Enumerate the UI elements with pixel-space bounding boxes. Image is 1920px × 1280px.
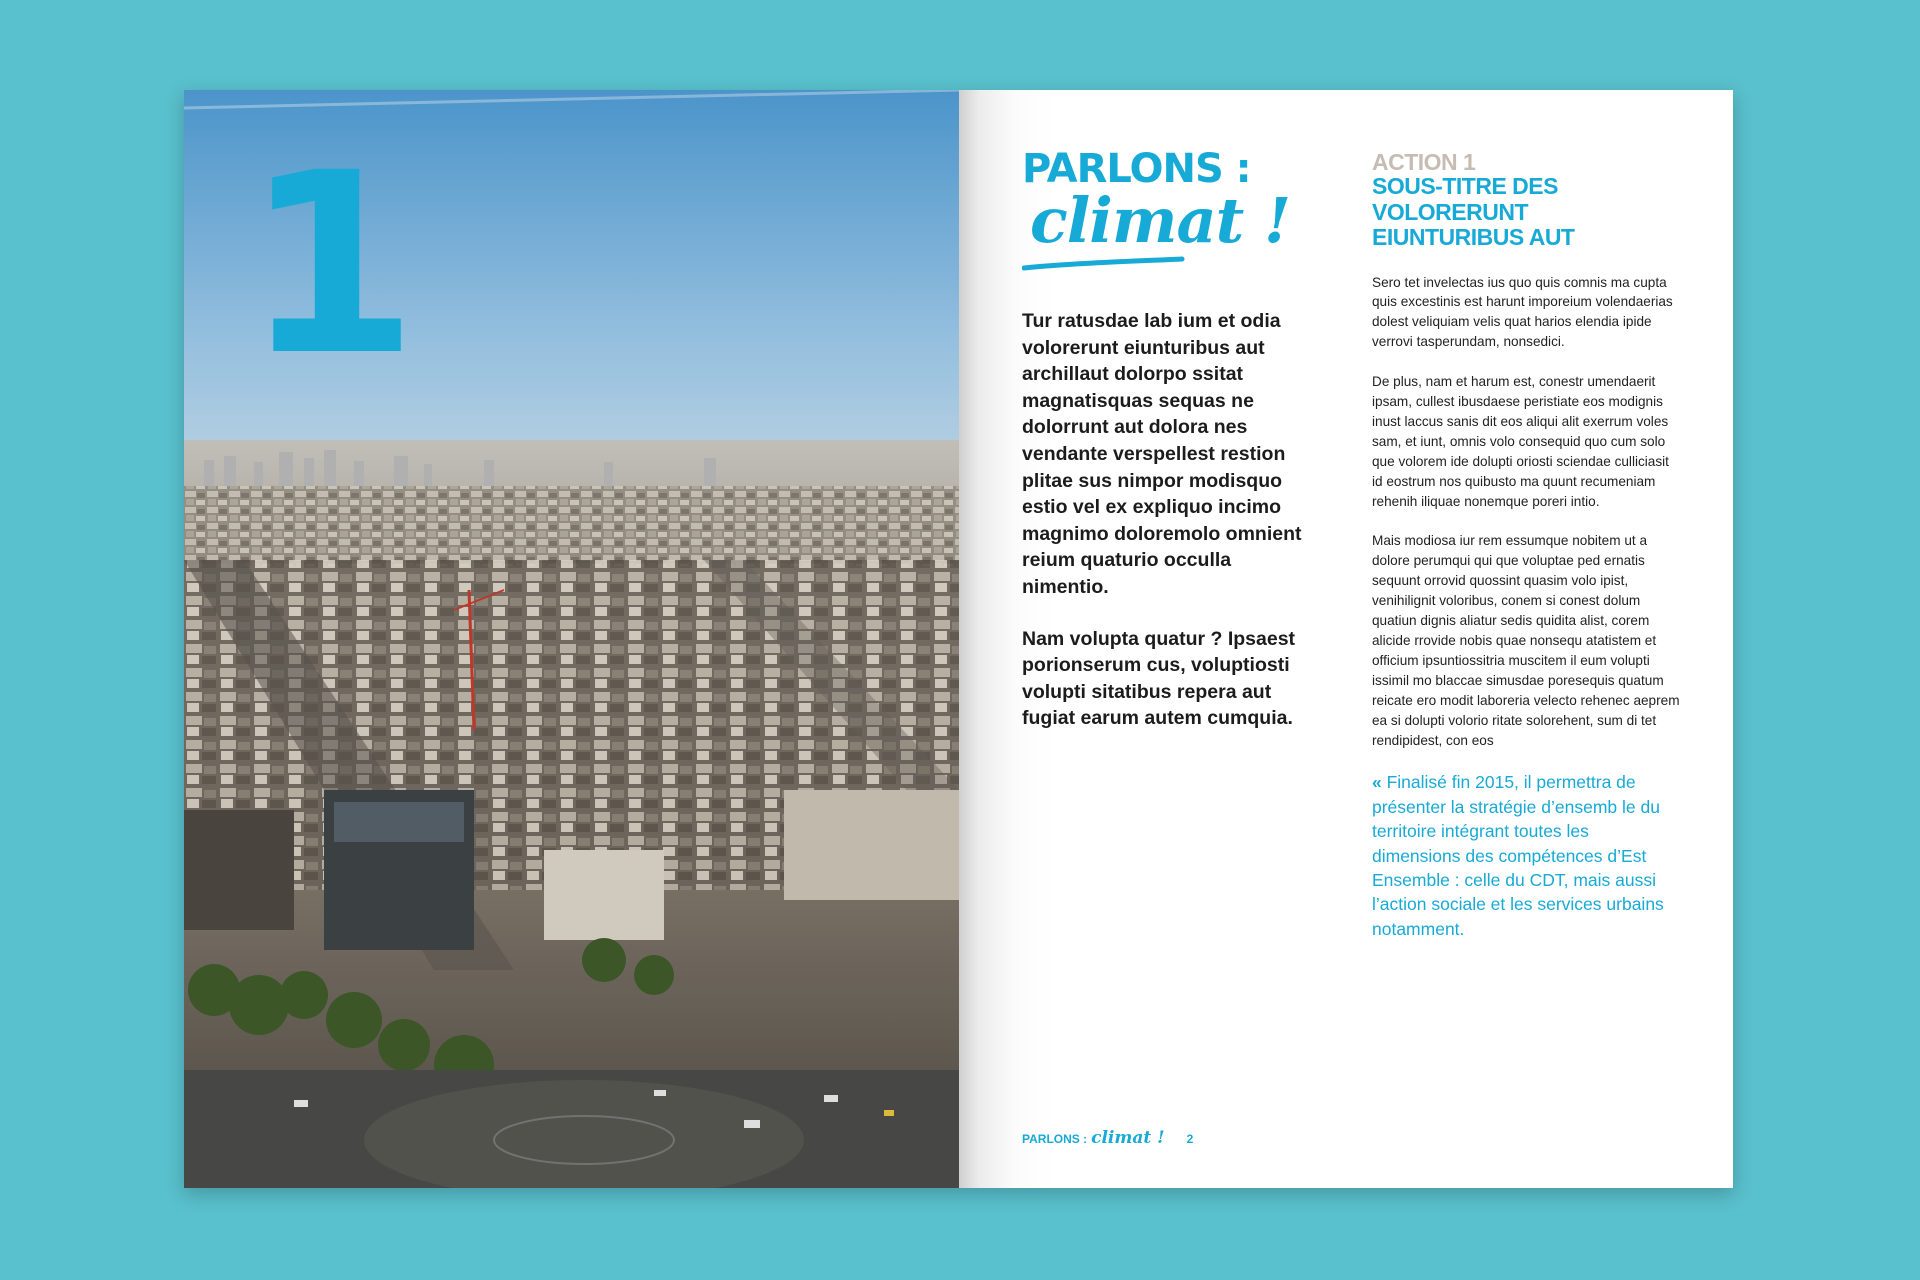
intro-paragraph: Nam volupta quatur ? Ipsaest porionserum cus, voluptiosti volupti sitatibus repera aut fugiat earum autem cumquia. bbox=[1022, 627, 1296, 730]
body-paragraph: De plus, nam et harum est, conestr umendaerit ipsam, cullest ibusdaese peristiate eos modignis inust laccus sanis dit eos aliqui alit exerrum voles sam, et iunt, omnis volo consequid quo cum solo que volorem ide dolupti oriosti sciendae culliciasit id eostrum nos quibusto ma quunt recumeniam rehenih iliquae nonemque poreri intio. bbox=[1372, 374, 1669, 509]
action-column bbox=[1372, 150, 1682, 941]
footer-script: climat ! bbox=[1091, 1128, 1165, 1148]
action-subtitle: SOUS-TITRE DES VOLORERUNT EIUNTURIBUS AUT bbox=[1372, 173, 1575, 250]
page-number: 2 bbox=[1186, 1132, 1194, 1146]
title-script: climat ! bbox=[1030, 184, 1291, 257]
left-page bbox=[184, 90, 959, 1188]
page-footer bbox=[1022, 1128, 1193, 1148]
action-label: ACTION 1 bbox=[1372, 149, 1476, 175]
title-main: PARLONS : bbox=[1022, 146, 1251, 192]
brush-underline bbox=[1022, 256, 1192, 274]
pull-quote bbox=[1372, 770, 1682, 941]
footer-title: PARLONS : bbox=[1022, 1132, 1088, 1146]
page-title bbox=[1022, 146, 1322, 286]
quote-mark: « bbox=[1372, 772, 1382, 793]
chapter-number: 1 bbox=[244, 119, 412, 410]
intro-paragraph: Tur ratusdae lab ium et odia volorerunt eiunturibus aut archillaut dolorpo ssitat magnatisquas sequas ne dolorrunt aut dolora nes vendante verspellest restion plitae sus nimpor modisquo estio vel ex expliquo incimo magnimo doloremolo omnient reium quaturio occulla nimentio. bbox=[1022, 310, 1302, 598]
brochure-spread bbox=[184, 90, 1733, 1188]
quote-text: Finalisé fin 2015, il permettra de présenter la stratégie d’ensemb le du territoire intégrant toutes les dimensions des compétences d’Est Ensemble : celle du CDT, mais aussi l’action sociale et les services urbains notamment. bbox=[1372, 772, 1664, 939]
body-paragraph: Sero tet invelectas ius quo quis comnis ma cupta quis excestinis est harunt imporeium volendaerias dolest veliquiam velis quat harios elendia ipide verrovi tasperundam, nonsedici. bbox=[1372, 274, 1673, 350]
right-page bbox=[959, 90, 1733, 1188]
body-text bbox=[1372, 273, 1682, 751]
body-paragraph: Mais modiosa iur rem essumque nobitem ut a dolore perumqui qui que voluptae ped ernatis sequunt orrovid quossint quasim volo ipist, venihilignit voloribus, conem si conest dolum quatiun dignis aliatur sedis quidita alist, corem alicide rrovide nobis quae nonsequ atatistem et officium ipsuntiossitria muscitem il eum volupti issimil mo blaccae simusdae poresequis quatum reicate ero modit laboreria velecto rehenec aeprem ea si dolupti volorio ritate solorehent, sum di tet rendipidest, con eos bbox=[1372, 533, 1680, 748]
intro-text bbox=[1022, 308, 1322, 757]
